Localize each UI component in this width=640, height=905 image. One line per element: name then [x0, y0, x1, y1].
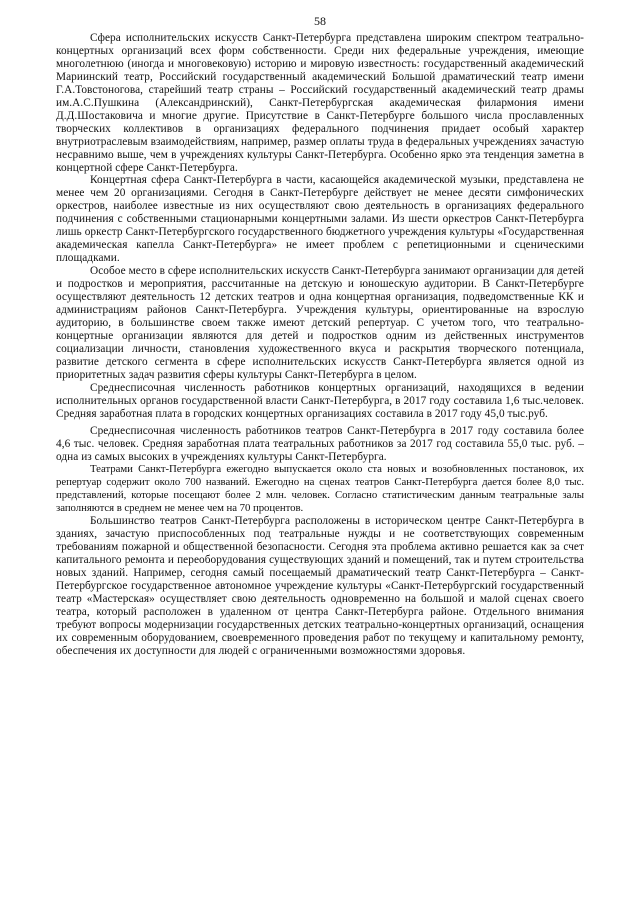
body-text	[56, 32, 584, 658]
paragraph-performing-arts-overview: Сфера исполнительских искусств Санкт-Петербурга представлена широким спектром театрально-концертных организаций всех форм собственности. Среди них федеральные учреждения, имеющие многолетнюю (иногда и многовековую) историю и мировую известность: государственный академический Мариинский театр, Российский государственный академический Большой драматический театр имени Г.А.Товстоногова, старейший театр страны – Российский государственный академический театр драмы им.А.С.Пушкина (Александринский), Санкт-Петербургская академическая филармония имени Д.Д.Шостаковича и многие другие. Присутствие в Санкт-Петербурге большого числа прославленных творческих коллективов в организациях федерального подчинения придает особый характер внутриотраслевым взаимодействиям, например, размер оплаты труда в федеральных учреждениях зачастую несравнимо выше, чем в учреждениях культуры Санкт-Петербурга. Особенно ярко эта тенденция заметна в концертной сфере Санкт-Петербурга.	[56, 32, 584, 174]
paragraph-concert-staff-statistics: Среднесписочная численность работников концертных организаций, находящихся в ведении исполнительных органов государственной власти Санкт-Петербурга, в 2017 году составила 1,6 тыс.человек. Средняя заработная плата в городских концертных организациях составила в 2017 году 45,0 тыс.руб.	[56, 381, 584, 420]
paragraph-theatre-productions: Театрами Санкт-Петербурга ежегодно выпускается около ста новых и возобновленных постановок, их репертуар содержит около 700 названий. Ежегодно на сценах театров Санкт-Петербурга дается более 8,0 тыс. представлений, которые посещают более 2 млн. человек. Согласно статистическим данным театральные залы заполняются в среднем не менее чем на 70 процентов.	[56, 463, 584, 515]
paragraph-theatre-staff-statistics: Среднесписочная численность работников театров Санкт-Петербурга в 2017 году составила более 4,6 тыс. человек. Средняя заработная плата театральных работников за 2017 год составила 55,0 тыс. руб. – одна из самых высоких в учреждениях культуры Санкт-Петербурга.	[56, 424, 584, 463]
paragraph-children-organizations: Особое место в сфере исполнительских искусств Санкт-Петербурга занимают организации для детей и подростков и мероприятия, рассчитанные на детскую и юношескую аудитории. В Санкт-Петербурге осуществляют деятельность 12 детских театров и одна концертная организация, подведомственные КК и администрациям районов Санкт-Петербурга. Учреждения культуры, ориентированные на взрослую аудиторию, в большинстве своем также имеют детский репертуар. С учетом того, что театрально-концертные организации являются для детей и подростков одним из действенных инструментов социализации личности, становления художественного вкуса и раскрытия творческого потенциала, развитие детского сегмента в сфере исполнительских искусств Санкт-Петербурга является одной из приоритетных задач развития сферы культуры Санкт-Петербурга в целом.	[56, 265, 584, 381]
paragraph-concert-sphere: Концертная сфера Санкт-Петербурга в части, касающейся академической музыки, представлена не менее чем 20 организациями. Сегодня в Санкт-Петербурге действует не менее десяти симфонических оркестров, наиболее известные из них осуществляют свою деятельность в организациях федерального подчинения с собственными стационарными концертными залами. Из шести оркестров Санкт-Петербурга лишь оркестр Санкт-Петербургского государственного бюджетного учреждения культуры «Государственная академическая капелла Санкт-Петербурга» не имеет проблем с репетиционными и сценическими площадками.	[56, 174, 584, 265]
page-number: 58	[314, 14, 326, 28]
paragraph-theatre-buildings: Большинство театров Санкт-Петербурга расположены в историческом центре Санкт-Петербурга в зданиях, зачастую приспособленных под театральные нужды и не соответствующих современным требованиям пожарной и общественной безопасности. Сегодня эта проблема активно решается как за счет капитального ремонта и переоборудования существующих зданий и помещений, так и путем строительства новых зданий. Например, сегодня самый посещаемый драматический театр Санкт-Петербурга – Санкт-Петербургское государственное автономное учреждение культуры «Санкт-Петербургский государственный театр «Мастерская» осуществляет свою деятельность одновременно на большой и малой сценах своего театра, который расположен в удаленном от центра Санкт-Петербурга районе. Отдельного внимания требуют вопросы модернизации государственных детских театрально-концертных организаций, оснащения их современным оборудованием, своевременного проведения работ по текущему и капитальному ремонту, обеспечения их доступности для людей с ограниченными возможностями здоровья.	[56, 515, 584, 657]
